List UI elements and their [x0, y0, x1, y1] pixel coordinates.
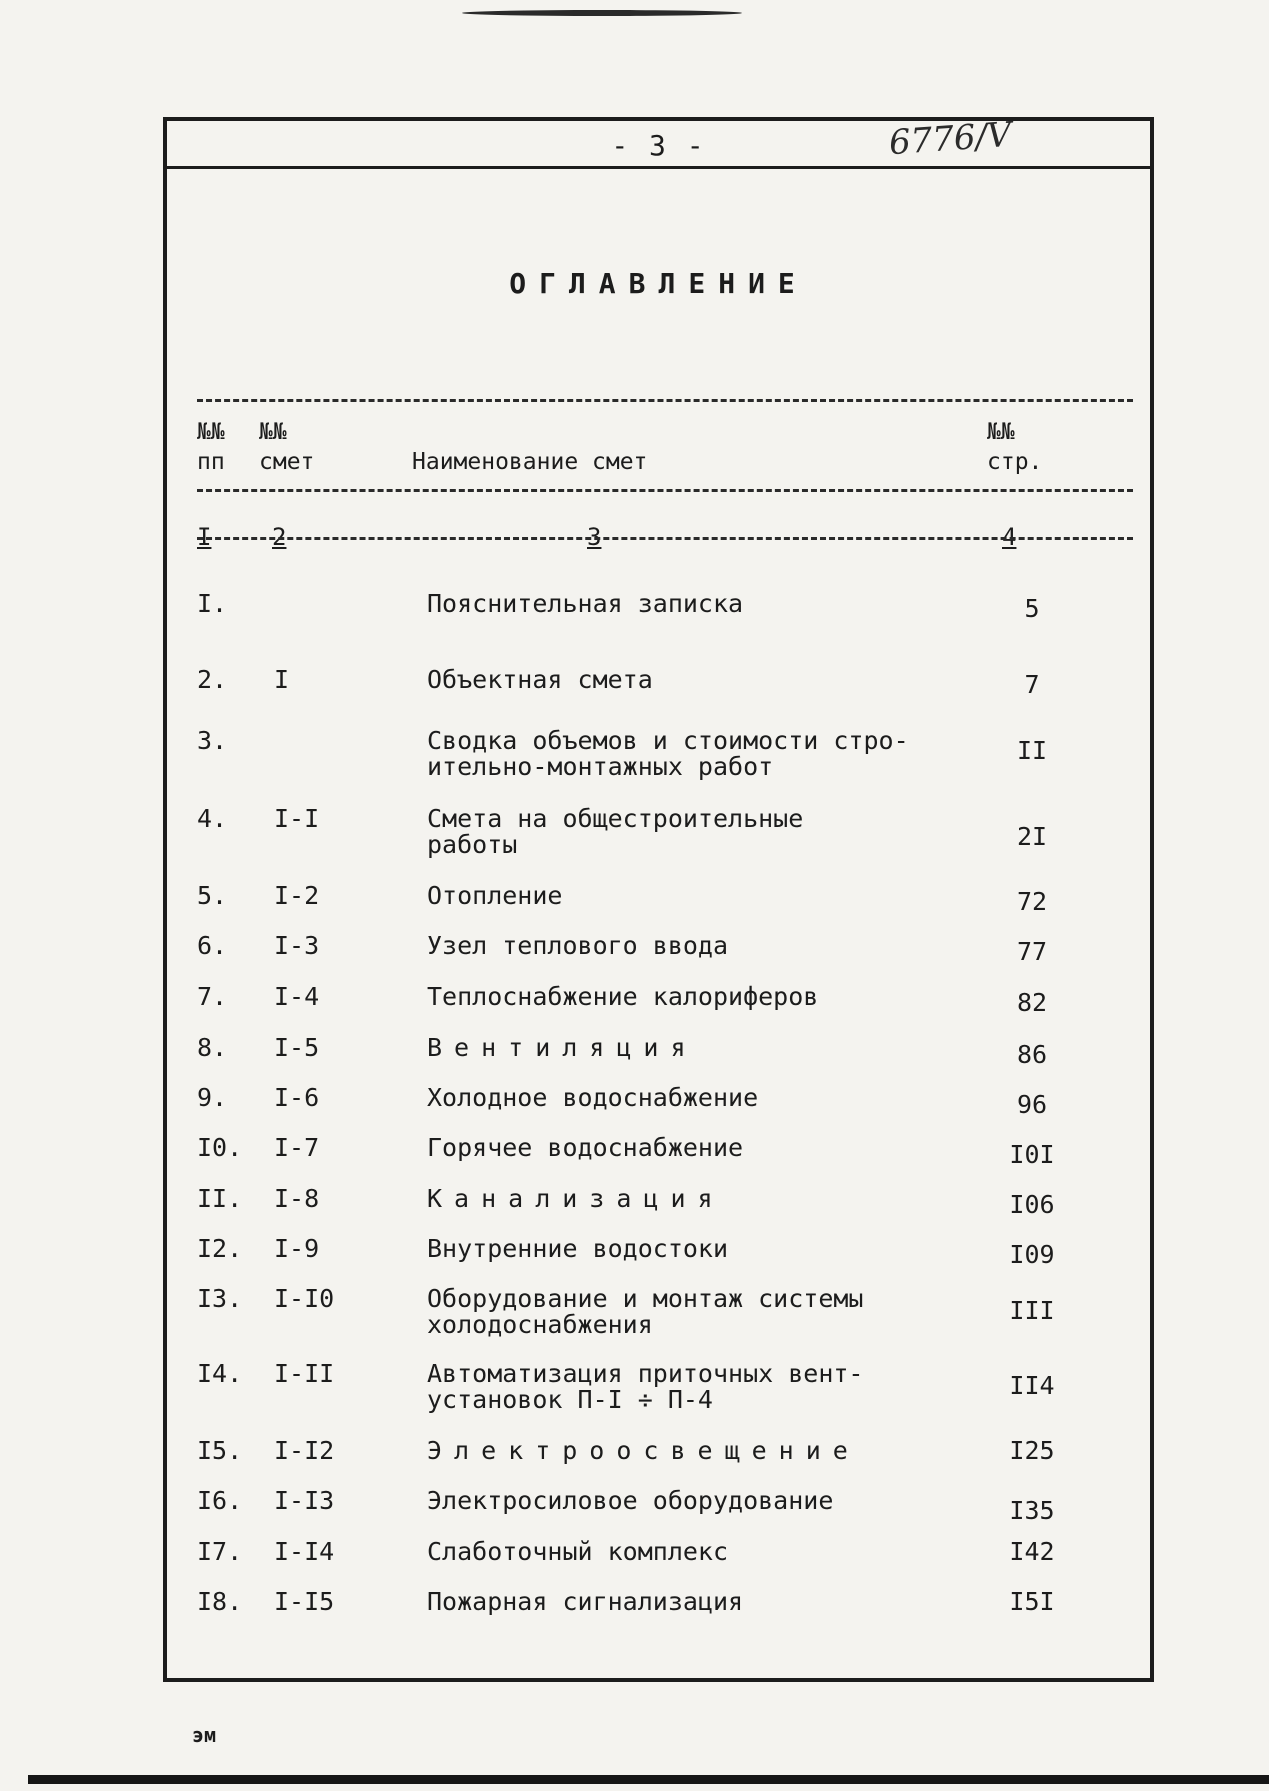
column-number-2: 2: [272, 523, 287, 551]
header-bottom-rule: [197, 489, 1133, 492]
row-estimate-name: Теплоснабжение калориферов: [427, 982, 819, 1011]
row-page-number: 72: [1016, 887, 1048, 916]
scan-artifact-top: [462, 10, 742, 16]
row-estimate-name: Электроосвещение: [427, 1436, 860, 1465]
row-number: I7.: [197, 1537, 243, 1566]
row-page-number: I0I: [1009, 1140, 1055, 1169]
table-top-rule: [197, 399, 1133, 402]
row-estimate-name: Отопление: [427, 881, 563, 910]
row-page-number: II4: [1009, 1371, 1055, 1400]
header-col4-bottom: стр.: [987, 449, 1043, 475]
row-estimate-name: Пояснительная записка: [427, 589, 744, 618]
header-col3: Наименование смет: [412, 449, 648, 475]
row-page-number: I09: [1009, 1240, 1055, 1269]
row-page-number: I42: [1009, 1537, 1055, 1566]
row-estimate-code: I-I3: [274, 1486, 335, 1515]
row-estimate-name: Объектная смета: [427, 665, 653, 694]
header-col2-top: №№: [259, 419, 287, 445]
row-page-number: 5: [1024, 594, 1040, 623]
header-col2: [259, 417, 314, 477]
row-page-number: 82: [1016, 988, 1048, 1017]
header-col4-top: №№: [987, 419, 1015, 445]
header-col2-bottom: смет: [259, 449, 315, 475]
row-number: I5.: [197, 1436, 243, 1465]
row-estimate-code: I-I: [274, 804, 320, 833]
row-estimate-name: Автоматизация приточных вент- установок П-I ÷ П-4: [427, 1359, 864, 1414]
row-number: 8.: [197, 1033, 228, 1062]
frame-header: [167, 114, 1150, 169]
row-estimate-code: I-3: [274, 931, 320, 960]
column-number-4: 4: [1002, 523, 1017, 551]
page-number: - 3 -: [611, 129, 706, 162]
row-estimate-code: I-I5: [274, 1587, 335, 1616]
row-estimate-code: I-2: [274, 881, 320, 910]
row-number: I2.: [197, 1234, 243, 1263]
row-estimate-code: I-8: [274, 1184, 320, 1213]
row-estimate-name: Узел теплового ввода: [427, 931, 729, 960]
row-number: I6.: [197, 1486, 243, 1515]
row-page-number: I06: [1009, 1190, 1055, 1219]
row-number: I.: [197, 589, 228, 618]
row-page-number: 7: [1024, 670, 1040, 699]
row-page-number: II: [1016, 736, 1048, 765]
row-number: 5.: [197, 881, 228, 910]
column-numbers-rule: [197, 537, 1133, 540]
row-estimate-code: I-I0: [274, 1284, 335, 1313]
row-estimate-code: I-6: [274, 1083, 320, 1112]
row-page-number: 2I: [1016, 822, 1048, 851]
row-number: I0.: [197, 1133, 243, 1162]
header-col1-top: №№: [197, 419, 225, 445]
row-page-number: 77: [1016, 937, 1048, 966]
row-estimate-code: I-7: [274, 1133, 320, 1162]
row-number: I8.: [197, 1587, 243, 1616]
row-estimate-name: Горячее водоснабжение: [427, 1133, 744, 1162]
row-estimate-name: Вентиляция: [427, 1033, 698, 1062]
row-page-number: III: [1009, 1296, 1055, 1325]
header-col4: [987, 417, 1042, 477]
row-number: I3.: [197, 1284, 243, 1313]
document-title: ОГЛАВЛЕНИЕ: [509, 267, 808, 300]
row-page-number: 96: [1016, 1090, 1048, 1119]
row-estimate-code: I-I2: [274, 1436, 335, 1465]
row-estimate-code: I-4: [274, 982, 320, 1011]
row-estimate-code: I-5: [274, 1033, 320, 1062]
row-number: 6.: [197, 931, 228, 960]
column-number-1: I: [197, 523, 212, 551]
scan-artifact-bottom: [28, 1775, 1269, 1784]
row-number: 3.: [197, 726, 228, 755]
row-estimate-name: Холодное водоснабжение: [427, 1083, 759, 1112]
header-col1: [197, 417, 225, 477]
row-estimate-name: Канализация: [427, 1184, 725, 1213]
row-estimate-name: Электросиловое оборудование: [427, 1486, 834, 1515]
row-estimate-code: I-II: [274, 1359, 335, 1388]
footer-mark: эм: [192, 1723, 217, 1747]
page-frame: [163, 114, 1154, 1682]
row-estimate-code: I-I4: [274, 1537, 335, 1566]
row-estimate-name: Внутренние водостоки: [427, 1234, 729, 1263]
row-estimate-name: Пожарная сигнализация: [427, 1587, 744, 1616]
handwritten-note: 6776/V: [887, 114, 1013, 164]
row-estimate-name: Оборудование и монтаж системы холодоснабжения: [427, 1284, 864, 1339]
row-number: II.: [197, 1184, 243, 1213]
row-number: I4.: [197, 1359, 243, 1388]
row-estimate-name: Смета на общестроительные работы: [427, 804, 804, 859]
header-col1-bottom: пп: [197, 449, 225, 475]
row-number: 9.: [197, 1083, 228, 1112]
row-page-number: I5I: [1009, 1587, 1055, 1616]
row-estimate-code: I-9: [274, 1234, 320, 1263]
row-number: 2.: [197, 665, 228, 694]
row-page-number: I35: [1009, 1496, 1055, 1525]
row-estimate-code: I: [274, 665, 290, 694]
row-number: 4.: [197, 804, 228, 833]
column-number-3: 3: [587, 523, 602, 551]
row-number: 7.: [197, 982, 228, 1011]
row-estimate-name: Сводка объемов и стоимости стро- ительно-монтажных работ: [427, 726, 909, 781]
row-estimate-name: Слаботочный комплекс: [427, 1537, 729, 1566]
row-page-number: 86: [1016, 1040, 1048, 1069]
row-page-number: I25: [1009, 1436, 1055, 1465]
